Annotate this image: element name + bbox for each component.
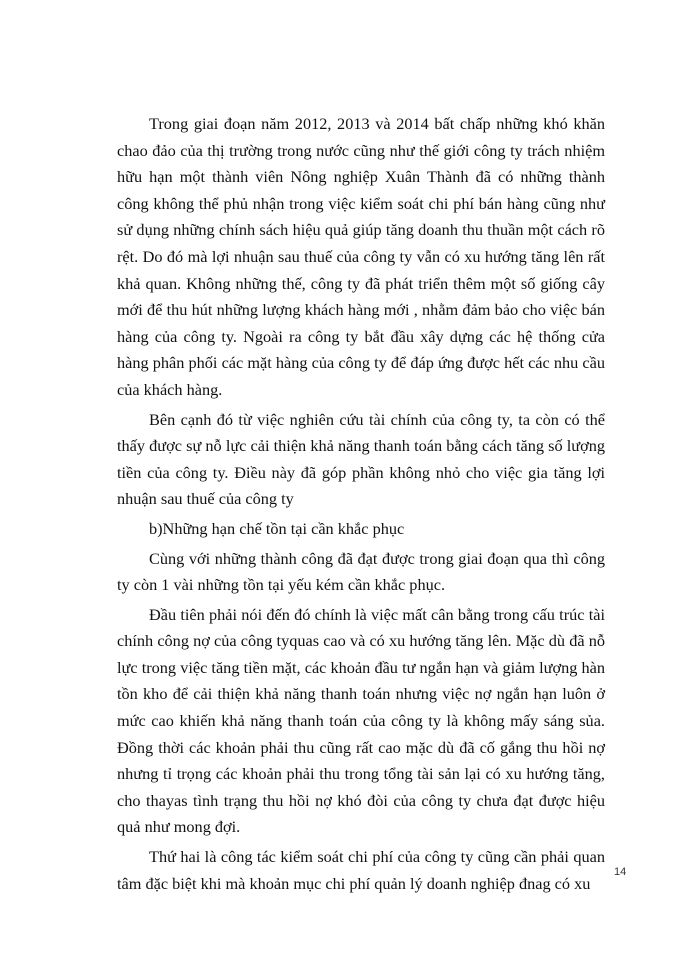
paragraph-achievements: Trong giai đoạn năm 2012, 2013 và 2014 bất chấp những khó khăn chao đảo của thị trường trong nước cũng như thế giới công ty trách nhiệm hữu hạn một thành viên Nông nghiệp Xuân Thành đã có những thành công không thể phủ nhận trong việc kiểm soát chi phí bán hàng cũng như sử dụng những chính sách hiệu quả giúp tăng doanh thu thuần một cách rõ rệt. Do đó mà lợi nhuận sau thuế của công ty vẫn có xu hướng tăng lên rất khả quan. Không những thế, công ty đã phát triển thêm một số giống cây mới để thu hút những lượng khách hàng mới , nhằm đảm bảo cho việc bán hàng của công ty. Ngoài ra công ty bắt đầu xây dựng các hệ thống cửa hàng phân phối các mặt hàng của công ty để đáp ứng được hết các nhu cầu của khách hàng. bbox=[117, 114, 605, 399]
body-text bbox=[117, 111, 605, 900]
paragraph-cost-control: Thứ hai là công tác kiểm soát chi phí của công ty cũng cần phải quan tâm đặc biệt khi mà khoản mục chi phí quản lý doanh nghiệp đnag có xu bbox=[117, 847, 605, 893]
section-heading-limitations: b)Những hạn chế tồn tại cần khắc phục bbox=[149, 518, 405, 538]
paragraph-limitations-intro: Cùng với những thành công đã đạt được trong giai đoạn qua thì công ty còn 1 vài những tồn tại yếu kém cần khắc phục. bbox=[117, 548, 605, 595]
page-number: 14 bbox=[614, 866, 627, 878]
paragraph-financial-research: Bên cạnh đó từ việc nghiên cứu tài chính của công ty, ta còn có thể thấy được sự nỗ lực cải thiện khả năng thanh toán bằng cách tăng số lượng tiền của công ty. Điều này đã góp phần không nhỏ cho việc gia tăng lợi nhuận sau thuế của công ty bbox=[117, 409, 605, 509]
paragraph-debt-structure: Đầu tiên phải nói đến đó chính là việc mất cân bằng trong cấu trúc tài chính công nợ của công tyquas cao và có xu hướng tăng lên. Mặc dù đã nỗ lực trong việc tăng tiền mặt, các khoản đầu tư ngắn hạn và giảm lượng hàn tồn kho để cải thiện khả năng thanh toán nhưng việc nợ ngắn hạn luôn ở mức cao khiến khả năng thanh toán của công ty là không mấy sáng sủa. Đồng thời các khoản phải thu cũng rất cao mặc dù đã cố gắng thu hồi nợ nhưng tỉ trọng các khoản phải thu trong tổng tài sản lại có xu hướng tăng, cho thayas tình trạng thu hồi nợ khó đòi của công ty chưa đạt được hiệu quả như mong đợi. bbox=[117, 604, 605, 837]
